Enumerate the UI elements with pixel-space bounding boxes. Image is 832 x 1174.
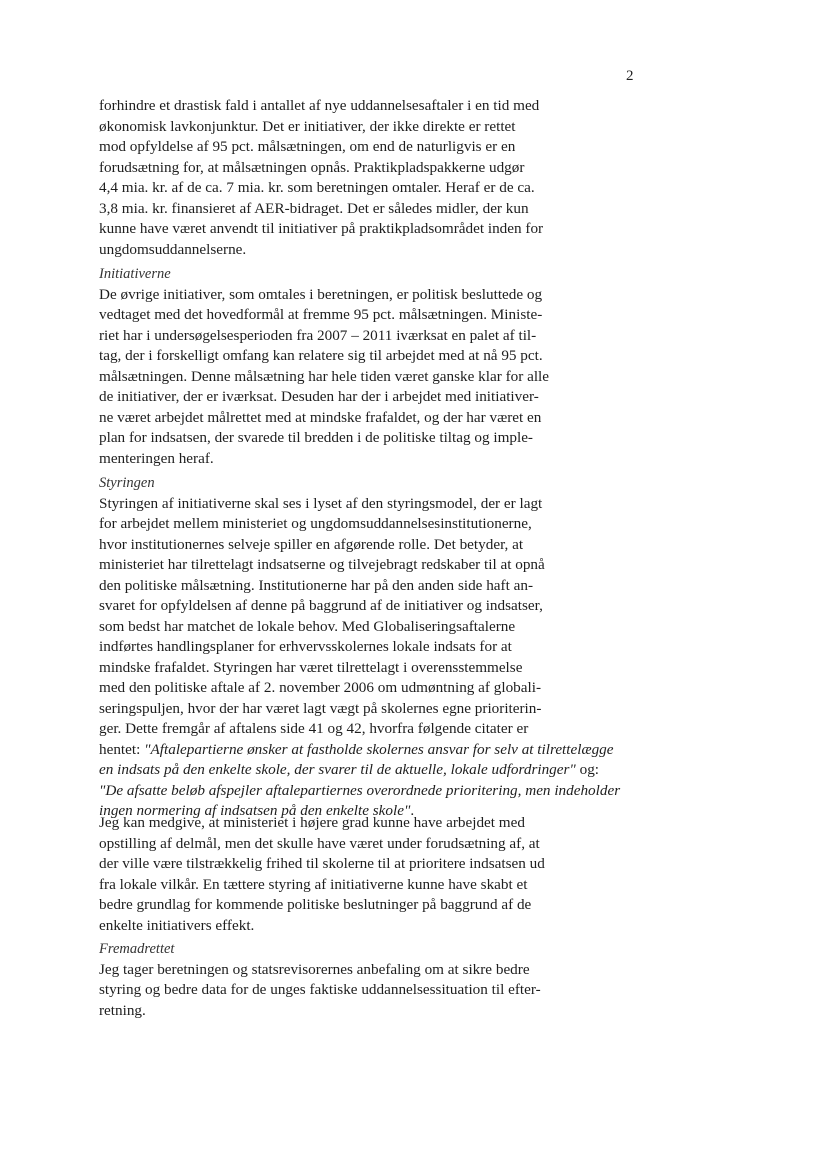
text-line: for arbejdet mellem ministeriet og ungdomsuddannelsesinstitutionerne, <box>99 515 532 532</box>
paragraph-praktikpladspakker <box>99 96 589 260</box>
text-line: Styringen af initiativerne skal ses i lyset af den styringsmodel, der er lagt <box>99 494 543 512</box>
section-heading: Styringen <box>99 475 155 491</box>
text-line: Jeg tager beretningen og statsrevisorernes anbefaling om at sikre bedre <box>99 960 530 978</box>
text-line: hvor institutionernes selveje spiller en afgørende rolle. Det betyder, at <box>99 535 524 553</box>
text-line: 3,8 mia. kr. finansieret af AER-bidraget. Det er således midler, der kun <box>99 199 529 217</box>
text-line: der ville være tilstrækkelig frihed til skolerne til at prioritere indsatsen ud <box>99 855 545 872</box>
text-line: indførtes handlingsplaner for erhvervsskolernes lokale indsats for at <box>99 638 512 655</box>
text-line: mod opfyldelse af 95 pct. målsætningen, om end de naturligvis er en <box>99 138 516 155</box>
text-line: bedre grundlag for kommende politiske beslutninger på baggrund af de <box>99 896 532 913</box>
text-line <box>99 740 614 761</box>
text-line: Jeg kan medgive, at ministeriet i højere grad kunne have arbejdet med <box>99 814 525 831</box>
text-line: retning. <box>99 1001 146 1019</box>
text-line: ne været arbejdet målrettet med at mindske frafaldet, og der har været en <box>99 408 542 426</box>
quote-tail: . <box>410 802 415 819</box>
section-fremadrettet <box>99 939 589 1021</box>
quote-text: en indsats på den enkelte skole, der svarer til de aktuelle, lokale udfordringer" <box>99 761 576 778</box>
text-line: opstilling af delmål, men det skulle have været under forudsætning af, at <box>99 834 540 852</box>
quote-lead: hentet: <box>99 740 145 758</box>
text-line: seringspuljen, hvor der har været lagt vægt på skolernes egne prioriterin- <box>99 699 542 717</box>
text-line <box>99 760 600 781</box>
text-line: kunne have været anvendt til initiativer på praktikpladsområdet inden for <box>99 220 544 237</box>
text-line: mindske frafaldet. Styringen har været tilrettelagt i overensstemmelse <box>99 658 523 676</box>
quote-text: "De afsatte beløb afspejler aftalepartiernes overordnede prioritering, men indeholder <box>99 781 621 799</box>
text-line: plan for indsatsen, der svarede til bredden i de politiske tiltag og imple- <box>99 429 533 446</box>
text-line: 4,4 mia. kr. af de ca. 7 mia. kr. som beretningen omtaler. Heraf er de ca. <box>99 179 535 196</box>
text-line: riet har i undersøgelsesperioden fra 2007 – 2011 iværksat en palet af til- <box>99 326 537 344</box>
section-heading: Fremadrettet <box>99 941 175 957</box>
text-line: med den politiske aftale af 2. november 2006 om udmøntning af globali- <box>99 679 542 696</box>
section-initiativerne <box>99 264 589 469</box>
quote-tail: og: <box>575 761 600 778</box>
text-line: svaret for opfyldelsen af denne på baggrund af de initiativer og indsatser, <box>99 597 543 614</box>
text-line: økonomisk lavkonjunktur. Det er initiativer, der ikke direkte er rettet <box>99 117 516 135</box>
text-line: målsætningen. Denne målsætning har hele tiden været ganske klar for alle <box>99 367 550 385</box>
text-line <box>99 781 621 802</box>
text-line: tag, der i forskelligt omfang kan relatere sig til arbejdet med at nå 95 pct. <box>99 347 543 364</box>
paragraph-medgive <box>99 813 589 936</box>
text-line: forudsætning for, at målsætningen opnås. Praktikpladspakkerne udgør <box>99 158 525 176</box>
page-number: 2 <box>626 68 634 84</box>
text-line: ministeriet har tilrettelagt indsatserne og tilvejebragt redskaber til at opnå <box>99 556 545 573</box>
text-line: vedtaget med det hovedformål at fremme 95 pct. målsætningen. Ministe- <box>99 306 543 323</box>
text-line: styring og bedre data for de unges faktiske uddannelsessituation til efter- <box>99 981 541 998</box>
text-line: enkelte initiativers effekt. <box>99 916 255 934</box>
section-styringen <box>99 473 621 822</box>
text-line: ungdomsuddannelserne. <box>99 240 247 258</box>
text-line: ger. Dette fremgår af aftalens side 41 og 42, hvorfra følgende citater er <box>99 720 529 737</box>
text-line: fra lokale vilkår. En tættere styring af initiativerne kunne have skabt et <box>99 875 528 893</box>
text-line: forhindre et drastisk fald i antallet af nye uddannelsesaftaler i en tid med <box>99 97 540 114</box>
text-line: den politiske målsætning. Institutionerne har på den anden side haft an- <box>99 576 534 594</box>
quote-text: "Aftalepartierne ønsker at fastholde skolernes ansvar for selv at tilrettelægge <box>144 740 614 758</box>
text-line: De øvrige initiativer, som omtales i beretningen, er politisk besluttede og <box>99 285 543 303</box>
text-line: som bedst har matchet de lokale behov. Med Globaliseringsaftalerne <box>99 617 516 635</box>
quote-text: ingen normering af indsatsen på den enkelte skole" <box>99 802 411 819</box>
text-line: menteringen heraf. <box>99 449 214 467</box>
section-heading: Initiativerne <box>99 266 171 282</box>
text-line: de initiativer, der er iværksat. Desuden har der i arbejdet med initiativer- <box>99 388 539 405</box>
